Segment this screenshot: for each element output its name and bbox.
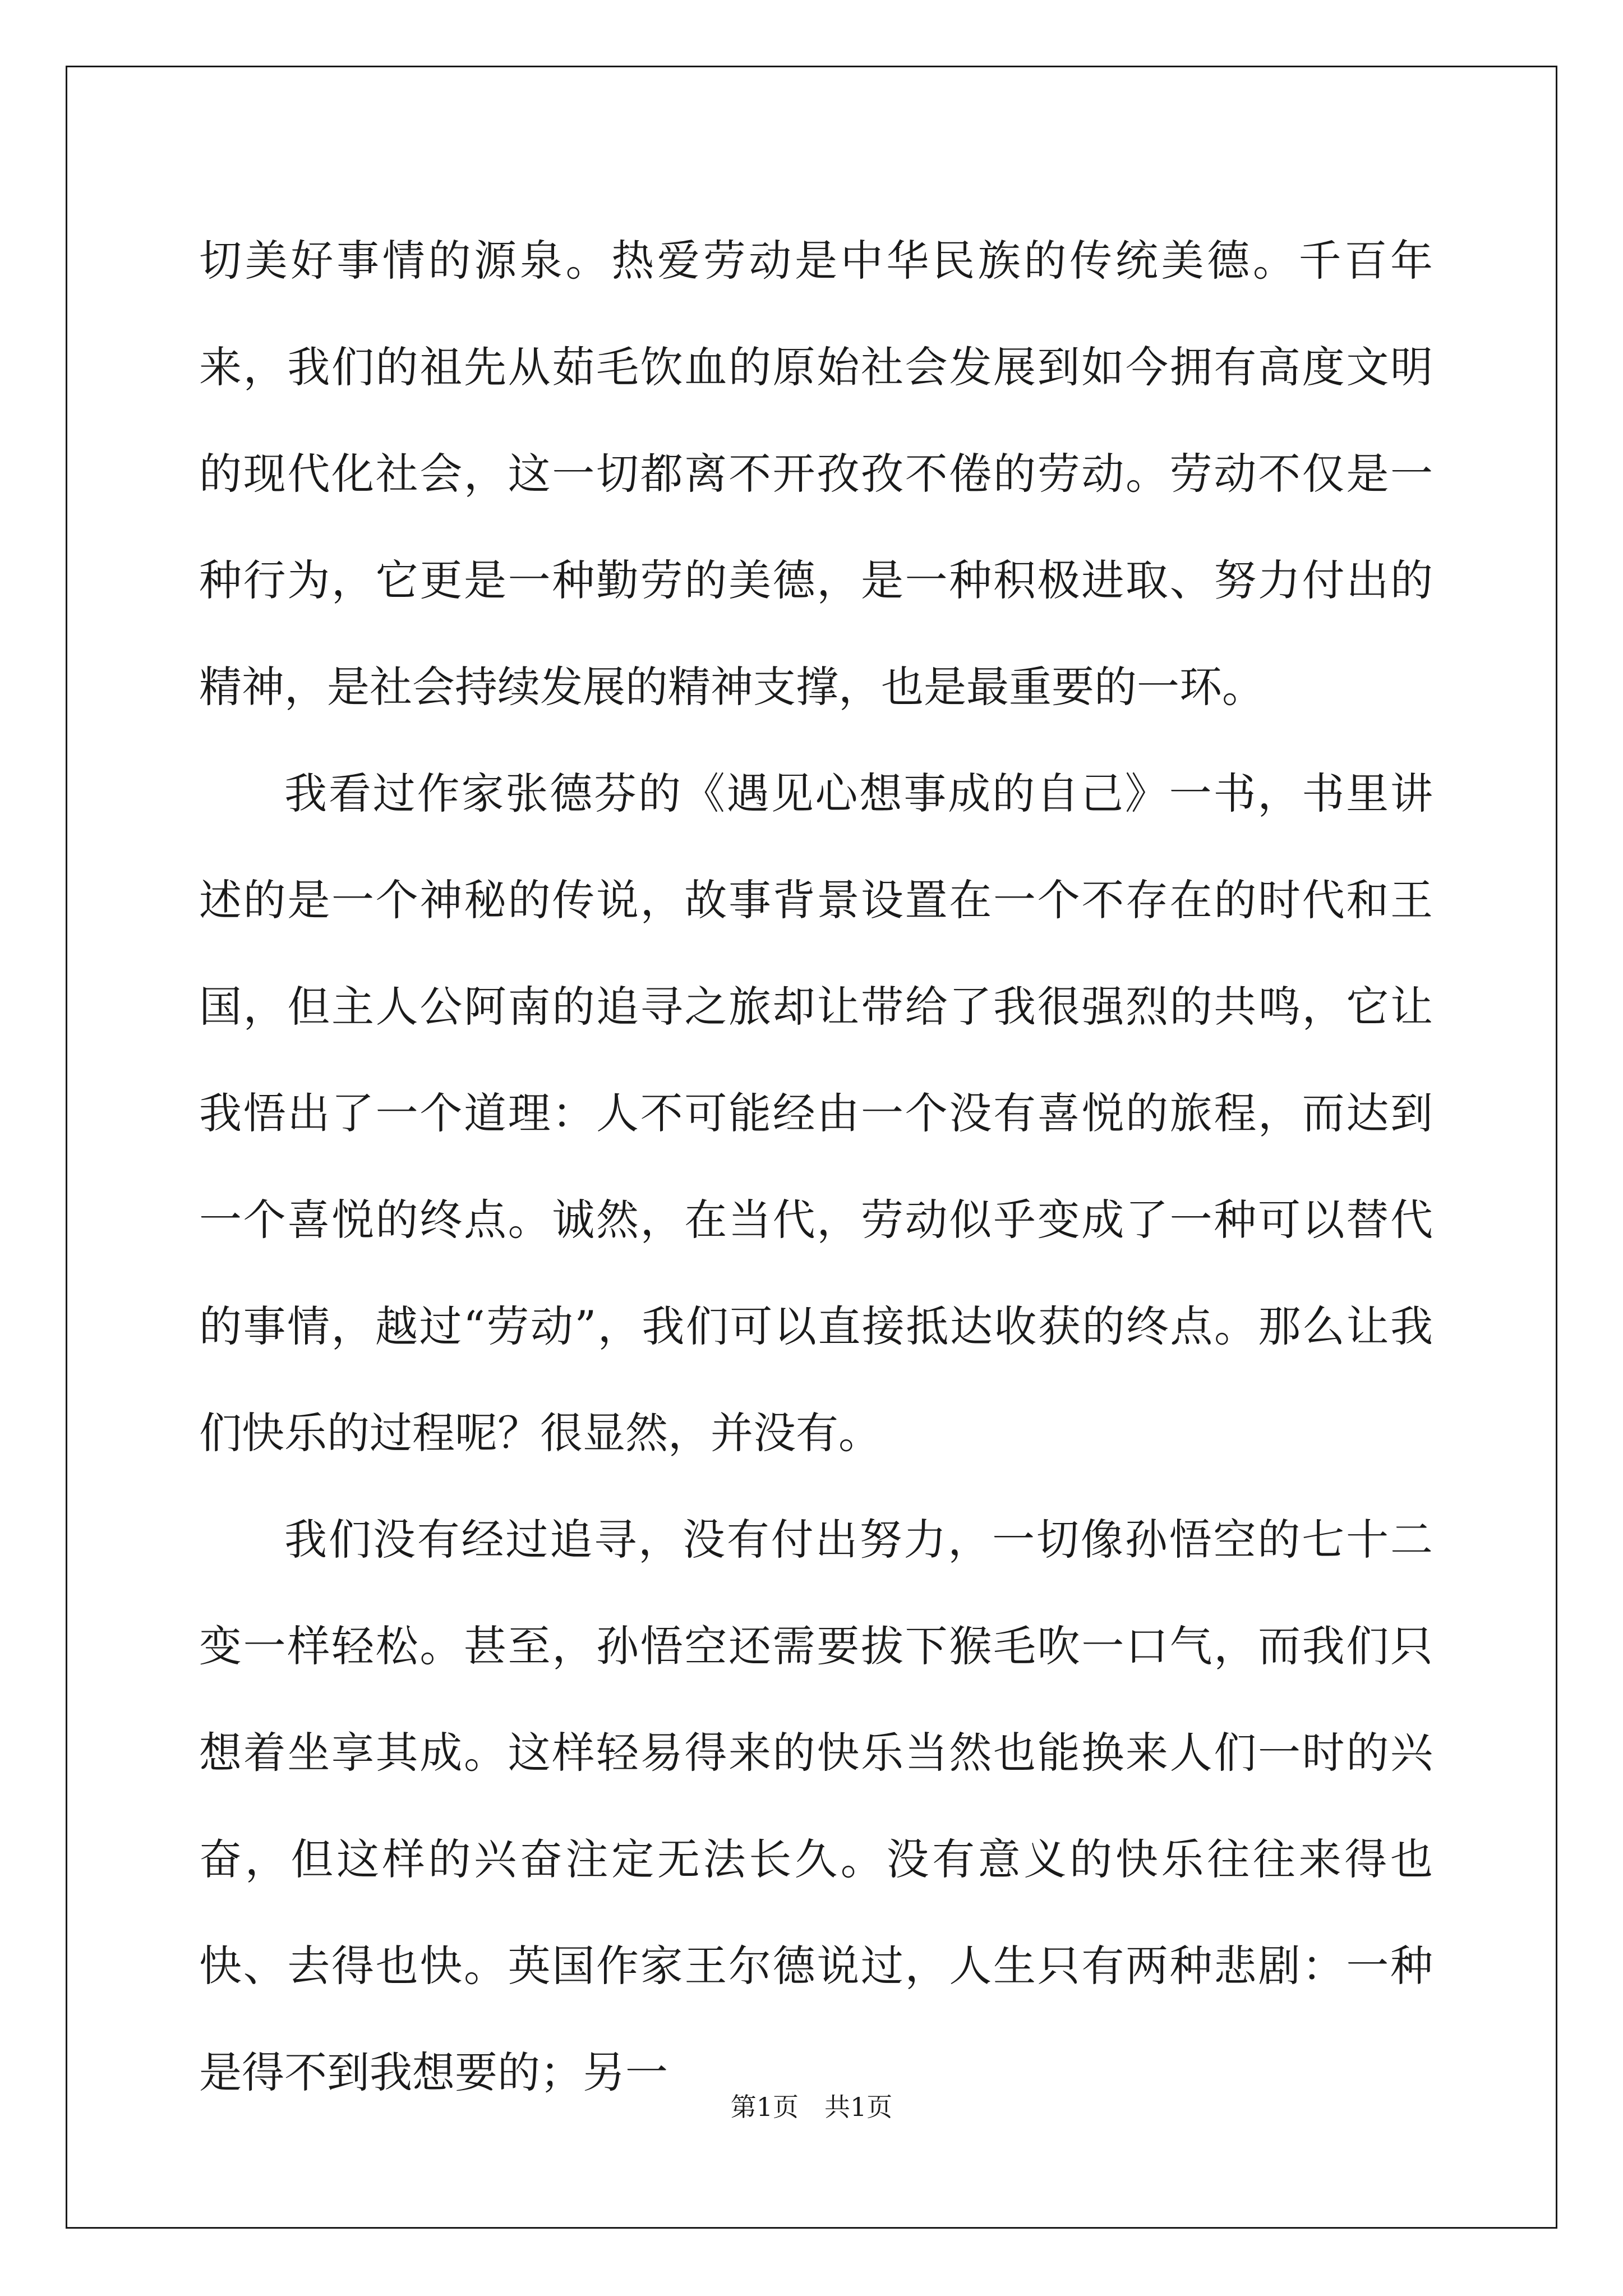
- paragraph-2: 我看过作家张德芬的《遇见心想事成的自己》一书，书里讲述的是一个神秘的传说，故事背景设置在一个不存在的时代和王国，但主人公阿南的追寻之旅却让带给了我很强烈的共鸣，它让我悟出了一个道理：人不可能经由一个没有喜悦的旅程，而达到一个喜悦的终点。诚然，在当代，劳动似乎变成了一种可以替代的事情，越过“劳动”，我们可以直接抵达收获的终点。那么让我们快乐的过程呢？很显然，并没有。: [199, 769, 1433, 1458]
- paragraph-3: 我们没有经过追寻，没有付出努力，一切像孙悟空的七十二变一样轻松。甚至，孙悟空还需要拔下猴毛吹一口气，而我们只想着坐享其成。这样轻易得来的快乐当然也能换来人们一时的兴奋，但这样的兴奋注定无法长久。没有意义的快乐往往来得也快、去得也快。英国作家王尔德说过，人生只有两种悲剧：一种是得不到我想要的；另一: [199, 1515, 1433, 2097]
- paragraph-1: 切美好事情的源泉。热爱劳动是中华民族的传统美德。千百年来，我们的祖先从茹毛饮血的原始社会发展到如今拥有高度文明的现代化社会，这一切都离不开孜孜不倦的劳动。劳动不仅是一种行为，它更是一种勤劳的美德，是一种积极进取、努力付出的精神，是社会持续发展的精神支撑，也是最重要的一环。: [199, 236, 1433, 712]
- page-number-footer: 第1页 共1页: [730, 2092, 893, 2122]
- document-body: [199, 208, 1433, 2126]
